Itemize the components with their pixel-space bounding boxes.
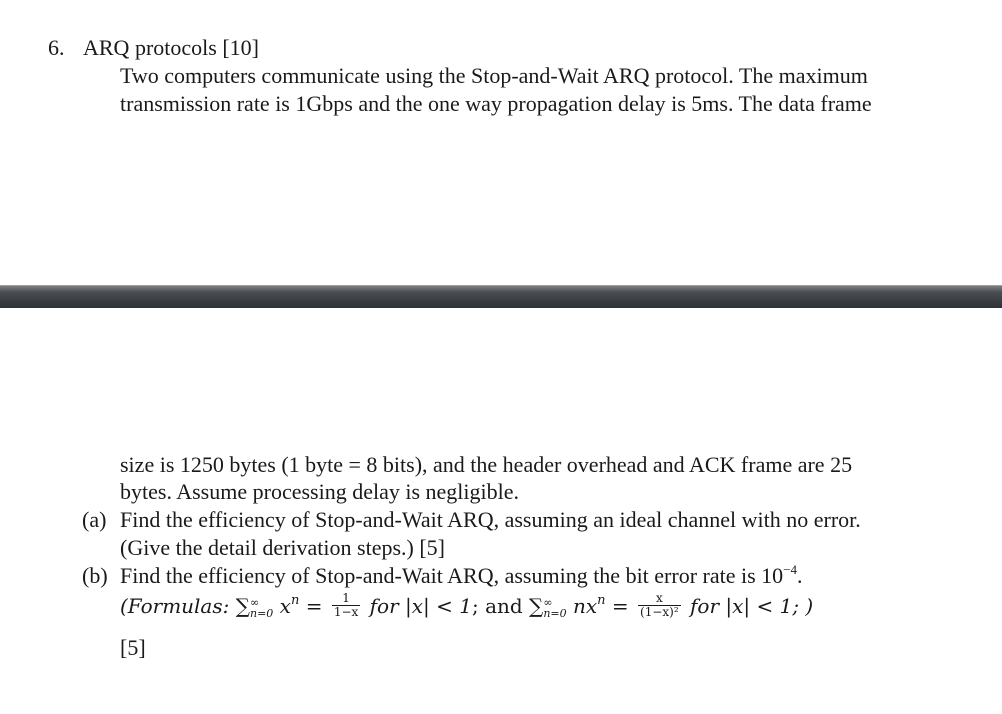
- question-title: ARQ protocols [10]: [83, 35, 259, 60]
- fraction-2-denominator: (1−x)²: [640, 605, 679, 619]
- fraction-1-denominator: 1−x: [333, 605, 359, 619]
- part-b-marks: [5]: [120, 635, 146, 660]
- sigma-symbol-2: ∑: [529, 594, 544, 618]
- question-number: 6.: [48, 35, 65, 60]
- intro-line-3: size is 1250 bytes (1 byte = 8 bits), and the header overhead and ACK frame are 25: [120, 452, 853, 477]
- sum-2-term: nx: [572, 594, 598, 618]
- condition-2: for |x| < 1; ): [690, 594, 814, 618]
- intro-line-2: transmission rate is 1Gbps and the one way propagation delay is 5ms. The data frame: [120, 91, 872, 116]
- fraction-2: [638, 592, 681, 619]
- sum-upper-2: ∞: [543, 595, 553, 609]
- equals-2: =: [611, 594, 629, 618]
- sum-2-exponent: n: [597, 593, 606, 608]
- fraction-1: [332, 592, 360, 619]
- part-a-line-1: Find the efficiency of Stop-and-Wait ARQ, assuming an ideal channel with no error.: [120, 507, 861, 532]
- equals-1: =: [305, 594, 323, 618]
- sum-upper-1: ∞: [250, 595, 260, 609]
- bit-error-exponent: −4: [783, 562, 798, 577]
- sigma-symbol-1: ∑: [235, 594, 250, 618]
- part-a-label: (a): [82, 507, 107, 532]
- sum-1-exponent: n: [290, 593, 300, 608]
- sum-limits-1: [250, 597, 273, 619]
- sum-lower-1: n=0: [250, 606, 274, 620]
- fraction-2-numerator: x: [638, 592, 681, 606]
- intro-line-4: bytes. Assume processing delay is negligible.: [120, 479, 519, 504]
- part-b-line-1-end: .: [797, 563, 803, 588]
- part-b-label: (b): [82, 563, 108, 588]
- and-text: ; and: [471, 594, 530, 618]
- part-a-line-2: (Give the detail derivation steps.) [5]: [120, 535, 446, 560]
- formulas-open: (Formulas:: [120, 594, 236, 618]
- sum-limits-2: [543, 597, 566, 619]
- part-b-line-1-text: Find the efficiency of Stop-and-Wait ARQ, assuming the bit error rate is 10: [120, 563, 784, 588]
- condition-1: for |x| < 1: [369, 594, 472, 618]
- page-divider-bar: [0, 285, 1002, 308]
- fraction-1-numerator: 1: [332, 592, 360, 606]
- part-b-line-1: [120, 562, 803, 593]
- intro-line-1: Two computers communicate using the Stop-and-Wait ARQ protocol. The maximum: [120, 63, 868, 88]
- sum-lower-2: n=0: [543, 606, 567, 620]
- sum-1-term: x: [279, 594, 291, 618]
- formulas-line: [120, 592, 813, 624]
